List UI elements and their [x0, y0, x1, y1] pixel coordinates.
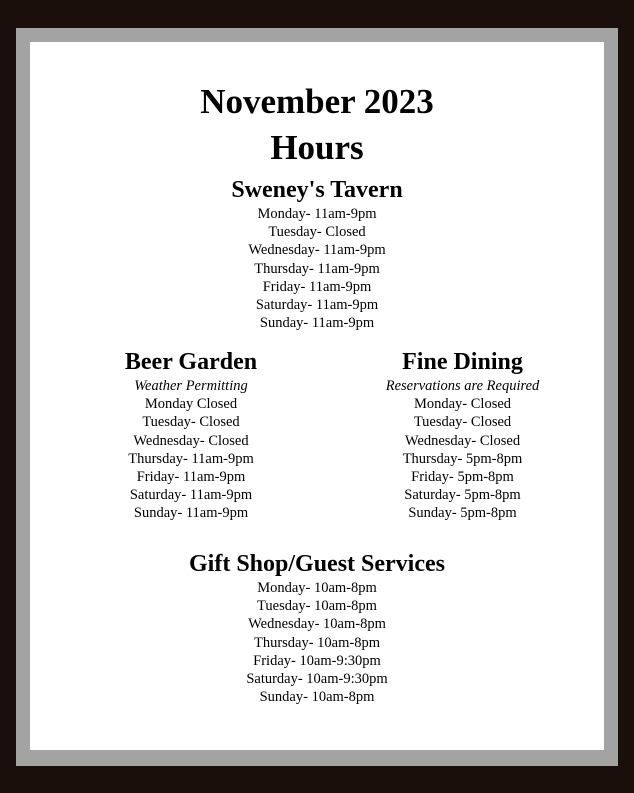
- gray-frame: [16, 28, 618, 766]
- section-title: Sweney's Tavern: [231, 177, 403, 203]
- section-gift-shop: [30, 549, 604, 706]
- hours-line: Wednesday- Closed: [404, 432, 521, 449]
- hours-line: Thursday- 5pm-8pm: [402, 450, 523, 467]
- hours-line: Thursday- 11am-9pm: [128, 450, 254, 467]
- poster-paper: [30, 42, 604, 750]
- hours-line: Sunday- 10am-8pm: [259, 689, 375, 706]
- hours-line: Saturday- 11am-9pm: [255, 297, 379, 314]
- section-note: Weather Permitting: [134, 378, 248, 394]
- hours-line: Monday- Closed: [413, 396, 512, 413]
- section-sweneys-tavern: [30, 175, 604, 332]
- section-title: Fine Dining: [402, 349, 523, 375]
- hours-line: Sunday- 11am-9pm: [133, 505, 249, 522]
- hours-line: Tuesday- Closed: [413, 414, 512, 431]
- section-fine-dining: [330, 347, 595, 523]
- section-beer-garden: [71, 347, 311, 523]
- hours-line: Friday- 11am-9pm: [136, 469, 246, 486]
- hours-line: Saturday- 10am-9:30pm: [246, 671, 388, 688]
- hours-line: Thursday- 10am-8pm: [253, 634, 381, 651]
- hours-line: Sunday- 5pm-8pm: [408, 505, 517, 522]
- section-title: Gift Shop/Guest Services: [189, 551, 445, 577]
- hours-line: Monday- 11am-9pm: [257, 206, 377, 222]
- hours-line: Wednesday- 11am-9pm: [248, 242, 386, 259]
- hours-line: Friday- 10am-9:30pm: [253, 652, 381, 669]
- hours-line: Monday Closed: [144, 396, 238, 413]
- hours-line: Tuesday- 10am-8pm: [257, 598, 377, 615]
- hours-line: Tuesday- Closed: [142, 414, 240, 431]
- section-title: Beer Garden: [124, 349, 258, 375]
- hours-line: Monday- 10am-8pm: [257, 580, 377, 596]
- hours-line: Thursday- 11am-9pm: [254, 260, 380, 277]
- hours-line: Sunday- 11am-9pm: [259, 315, 375, 332]
- hours-line: Friday- 5pm-8pm: [411, 469, 514, 486]
- hours-line: Saturday- 11am-9pm: [129, 487, 253, 504]
- hours-line: Wednesday- Closed: [133, 432, 249, 449]
- hours-document: [30, 42, 604, 750]
- page-title-hours: Hours: [270, 128, 364, 167]
- section-note: Reservations are Required: [385, 378, 540, 394]
- hours-line: Saturday- 5pm-8pm: [404, 487, 521, 504]
- hours-line: Friday- 11am-9pm: [262, 278, 372, 295]
- hours-line: Tuesday- Closed: [268, 224, 366, 241]
- page-title-month: November 2023: [200, 82, 434, 121]
- hours-line: Wednesday- 10am-8pm: [248, 616, 386, 633]
